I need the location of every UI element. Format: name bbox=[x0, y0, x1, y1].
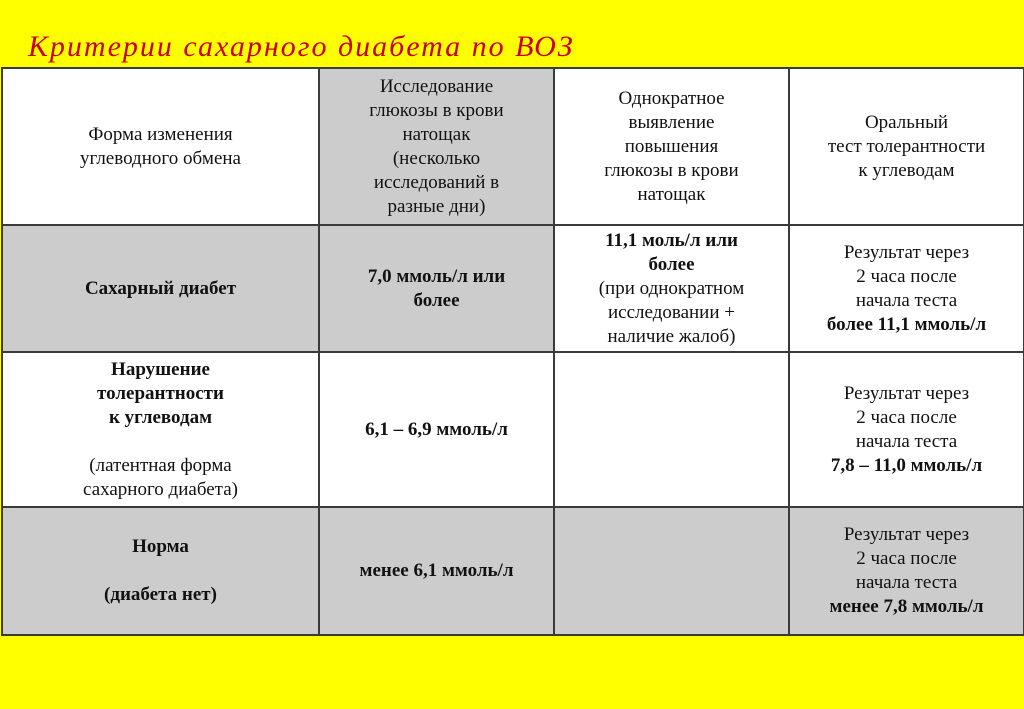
header-cell-line: тест толерантности bbox=[827, 135, 986, 157]
single-note: наличие жалоб) bbox=[607, 325, 736, 347]
header-cell-line: Однократное bbox=[618, 87, 725, 109]
fasting-value: более bbox=[413, 289, 460, 311]
page-title: Критерии сахарного диабета по ВОЗ bbox=[28, 30, 575, 63]
fasting-cell bbox=[319, 507, 554, 635]
header-cell-line: к углеводам bbox=[858, 159, 955, 181]
ogtt-text: 2 часа после bbox=[856, 265, 957, 287]
ogtt-cell bbox=[789, 225, 1024, 352]
form-cell bbox=[2, 352, 319, 507]
header-cell-line: Форма изменения bbox=[88, 123, 233, 145]
single-detection-cell bbox=[554, 352, 789, 507]
form-label: Сахарный диабет bbox=[84, 277, 237, 299]
who-diabetes-criteria-table bbox=[1, 67, 1024, 636]
form-label: толерантности bbox=[97, 382, 224, 404]
header-cell-line: выявление bbox=[628, 111, 715, 133]
ogtt-cell bbox=[789, 352, 1024, 507]
header-oral-tolerance-test bbox=[789, 68, 1024, 225]
header-cell-line: (несколько bbox=[392, 147, 481, 169]
fasting-value: 7,0 ммоль/л или bbox=[367, 265, 506, 287]
ogtt-value: более 11,1 ммоль/л bbox=[826, 313, 987, 335]
ogtt-text: начала теста bbox=[855, 289, 958, 311]
ogtt-text: Результат через bbox=[843, 524, 970, 545]
table-row-impaired-tolerance bbox=[2, 352, 1024, 507]
form-label: Норма bbox=[132, 536, 189, 557]
ogtt-text: 2 часа после bbox=[856, 548, 957, 569]
form-label: к углеводам bbox=[108, 406, 213, 428]
ogtt-value: 7,8 – 11,0 ммоль/л bbox=[830, 454, 983, 476]
fasting-cell bbox=[319, 352, 554, 507]
header-carbohydrate-form bbox=[2, 68, 319, 225]
fasting-value: менее 6,1 ммоль/л bbox=[359, 560, 514, 581]
ogtt-text: 2 часа после bbox=[856, 406, 957, 428]
ogtt-text: начала теста bbox=[855, 430, 958, 452]
ogtt-text: Результат через bbox=[843, 241, 970, 263]
single-note: исследовании + bbox=[608, 301, 735, 323]
single-value: более bbox=[648, 253, 695, 275]
header-cell-line: натощак bbox=[637, 183, 706, 205]
header-cell-line: исследований в bbox=[373, 171, 500, 193]
single-detection-cell bbox=[554, 507, 789, 635]
header-cell-line: натощак bbox=[402, 123, 471, 145]
single-value: 11,1 моль/л или bbox=[605, 229, 738, 251]
single-note: (при однократном bbox=[598, 277, 745, 299]
ogtt-value: менее 7,8 ммоль/л bbox=[829, 596, 984, 617]
table-row-diabetes bbox=[2, 225, 1024, 352]
header-cell-line: разные дни) bbox=[387, 195, 486, 217]
form-label: Нарушение bbox=[111, 358, 210, 380]
fasting-cell bbox=[319, 225, 554, 352]
header-cell-line: глюкозы в крови bbox=[604, 159, 739, 181]
header-cell-line: повышения bbox=[624, 135, 719, 157]
single-detection-cell bbox=[554, 225, 789, 352]
header-cell-line: Исследование bbox=[379, 75, 494, 97]
form-cell bbox=[2, 507, 319, 635]
form-label: (диабета нет) bbox=[104, 584, 217, 605]
header-cell-line: глюкозы в крови bbox=[369, 99, 504, 121]
ogtt-text: начала теста bbox=[855, 572, 958, 593]
table-header-row bbox=[2, 68, 1024, 225]
header-fasting-glucose bbox=[319, 68, 554, 225]
form-cell bbox=[2, 225, 319, 352]
table-row-norm bbox=[2, 507, 1024, 635]
ogtt-text: Результат через bbox=[843, 382, 970, 404]
ogtt-cell bbox=[789, 507, 1024, 635]
header-cell-line: Оральный bbox=[864, 111, 949, 133]
form-note: сахарного диабета) bbox=[83, 478, 238, 500]
header-cell-line: углеводного обмена bbox=[80, 147, 241, 169]
form-note: (латентная форма bbox=[89, 454, 232, 476]
fasting-value: 6,1 – 6,9 ммоль/л bbox=[365, 418, 508, 440]
header-single-detection bbox=[554, 68, 789, 225]
